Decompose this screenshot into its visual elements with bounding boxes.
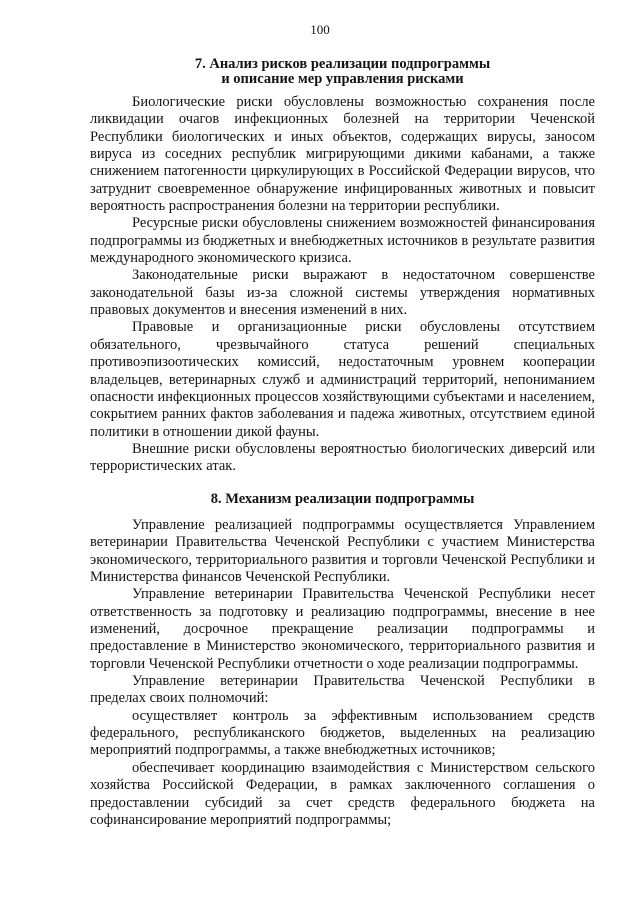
section-7-title-line-2: и описание мер управления рисками <box>221 71 464 87</box>
section-8-body <box>90 517 595 829</box>
paragraph-responsibility: Управление ветеринарии Правительства Чеченской Республики несет ответственность за подготовку и реализацию подпрограммы, внесение в нее изменений, досрочное прекращение реализации подпрограммы и предоставление в Министерство экономического, территориального развития и торговли Чеченской Республики отчетности о ходе реализации подпрограммы. <box>90 586 595 672</box>
paragraph-biological-risks: Биологические риски обусловлены возможностью сохранения после ликвидации очагов инфекционных болезней на территории Чеченской Республики биологических и иных объектов, содержащих вирусы, заносом вируса из соседних республик мигрирующими дикими кабанами, а также снижением патогенности циркулирующих в Российской Федерации вирусов, что затруднит своевременное обнаружение инфицированных животных и повысит вероятность распространения болезни на территории республики. <box>90 94 595 215</box>
section-7-title-line-1: 7. Анализ рисков реализации подпрограммы <box>194 56 491 72</box>
paragraph-control: осуществляет контроль за эффективным использованием средств федерального, республиканского бюджетов, выделенных на реализацию мероприятий подпрограммы, а также внебюджетных источников; <box>90 707 595 759</box>
paragraph-resource-risks: Ресурсные риски обусловлены снижением возможностей финансирования подпрограммы из бюджетных и внебюджетных источников в результате развития международного экономического кризиса. <box>90 215 595 267</box>
page-number: 100 <box>310 22 330 37</box>
paragraph-external-risks: Внешние риски обусловлены вероятностью биологических диверсий или террористических атак. <box>90 440 595 475</box>
section-7-heading <box>90 57 595 87</box>
paragraph-coordination: обеспечивает координацию взаимодействия с Министерством сельского хозяйства Российской Федерации, в рамках заключенного соглашения о предоставлении субсидий за счет средств федерального бюджета на софинансирование мероприятий подпрограммы; <box>90 759 595 828</box>
paragraph-management: Управление реализацией подпрограммы осуществляется Управлением ветеринарии Правительства Чеченской Республики с участием Министерства экономического, территориального развития и торговли Чеченской Республики и Министерства финансов Чеченской Республики. <box>90 517 595 586</box>
paragraph-powers-intro: Управление ветеринарии Правительства Чеченской Республики в пределах своих полномочий: <box>90 673 595 707</box>
paragraph-legal-organizational-risks: Правовые и организационные риски обусловлены отсутствием обязательного, чрезвычайного статуса решений специальных противоэпизоотических комиссий, недостаточным уровнем кооперации владельцев, ветеринарных служб и администраций территорий, непониманием опасности инфекционных процессов хозяйствующими субъектами и населением, сокрытием ранних фактов заболевания и падежа животных, отсутствием единой политики в отношении дикой фауны. <box>90 319 595 440</box>
section-8-heading <box>90 492 595 507</box>
paragraph-legislative-risks: Законодательные риски выражают в недостаточном совершенстве законодательной базы из-за сложной системы утверждения нормативных правовых документов и внесения изменений в них. <box>90 267 595 319</box>
section-8-title: 8. Механизм реализации подпрограммы <box>210 491 475 507</box>
section-7-body <box>90 94 595 476</box>
